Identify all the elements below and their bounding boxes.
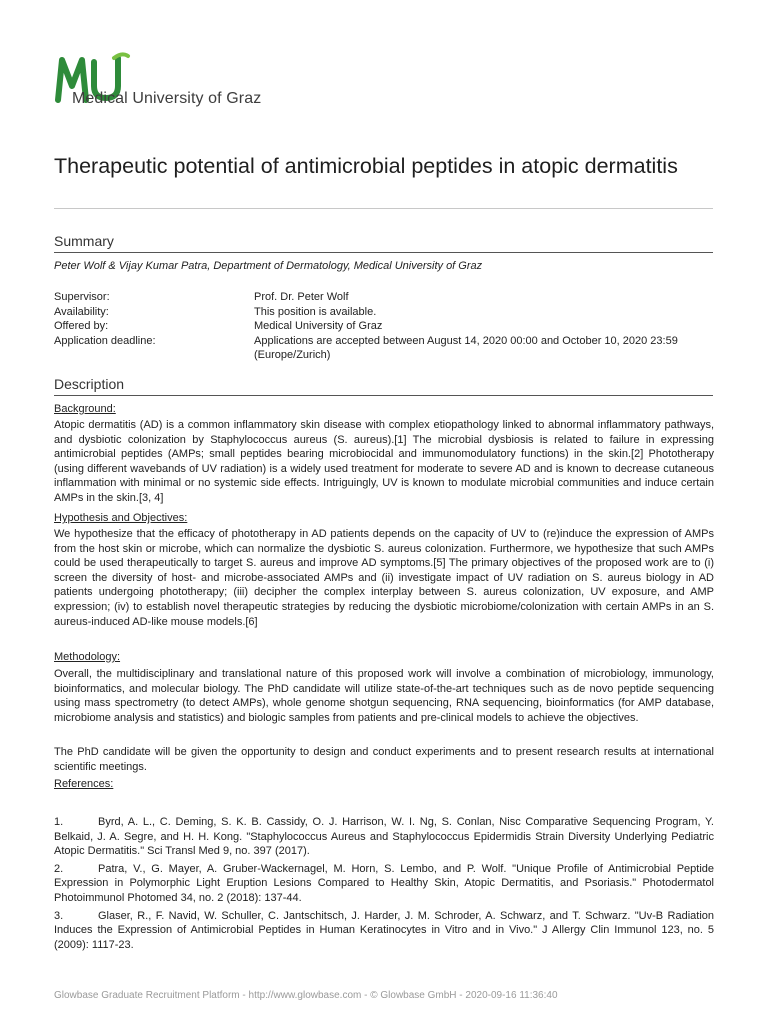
hypothesis-text: We hypothesize that the efficacy of phototherapy in AD patients depends on the capacity of UV to (re)induce the expression of AMPs from the host skin or microbe, which can normalize the dysbiotic S. aureus colonization. Furthermore, we hypothesize that such AMPs could be used therapeutically to target S. aureus and improve AD symptoms.[5] The primary objectives of the proposed work are to (i) screen the diversity of host- and microbe-associated AMPs and (ii) investigate impact of UV radiation on S. aureus biology in AD patients undergoing phototherapy; (iii) decipher the complex interplay between S. aureus colonization, UV exposure, and AMP expression; (iv) to establish novel therapeutic strategies by reducing the dysbiotic microbiome/colonization with certain AMPs in an S. aureus-induced AD-like mouse models.[6] xyxy=(54,528,714,628)
reference-item xyxy=(54,909,714,953)
reference-text: Patra, V., G. Mayer, A. Gruber-Wackernagel, M. Horn, S. Lembo, and P. Wolf. "Unique Profile of Antimicrobial Peptide Expression in Polymorphic Light Eruption Lesions Compared to Healthy Skin, Atopic Dermatitis, and Psoriasis." Photodermatol Photoimmunol Photomed 34, no. 2 (2018): 137-44. xyxy=(54,862,714,904)
background-text: Atopic dermatitis (AD) is a common inflammatory skin disease with complex etiopathology linked to abnormal inflammatory pathways, and dysbiotic colonization by Staphylococcus aureus (S. aureus).[1] The microbial dysbiosis is related to failure in expressing antimicrobial peptides (AMPs; small peptides bearing microbiocidal and immunomodulatory functions) in the skin.[2] Phototherapy (using different wavebands of UV radiation) is a widely used treatment for moderate to severe AD and is known to decrease cutaneous inflammation with minimal or no systemic side effects. Intriguingly, UV is known to modulate microbial communities and induce certain AMPs in the skin.[3, 4] xyxy=(54,419,714,504)
reference-number: 3. xyxy=(54,909,64,922)
reference-number: 1. xyxy=(54,816,64,828)
reference-text: Glaser, R., F. Navid, W. Schuller, C. Jantschitsch, J. Harder, J. M. Schroder, A. Schwarz, and T. Schwarz. "Uv-B Radiation Induces the Expression of Antimicrobial Peptides in Human Keratinocytes in Vitro and in Vivo." J Allergy Clin Immunol 123, no. 5 (2009): 1117-23. xyxy=(54,909,714,951)
references-label: References: xyxy=(54,778,114,790)
page-title: Therapeutic potential of antimicrobial peptides in atopic dermatitis xyxy=(54,154,678,178)
field-row-availability xyxy=(54,305,714,320)
field-value: Medical University of Graz xyxy=(254,320,383,332)
field-key: Application deadline: xyxy=(54,334,156,347)
logo-text: Medical University of Graz xyxy=(72,90,262,107)
methodology-label: Methodology: xyxy=(54,651,121,663)
reference-number: 2. xyxy=(54,862,64,875)
reference-text: Byrd, A. L., C. Deming, S. K. B. Cassidy, O. J. Harrison, W. I. Ng, S. Conlan, Nisc Comparative Sequencing Program, Y. Belkaid, J. A. Segre, and H. H. Kong. "Staphylococcus Aureus and Staphylococcus Epidermidis Strain Diversity Underlying Pediatric Atopic Dermatitis." Sci Transl Med 9, no. 397 (2017). xyxy=(54,816,714,858)
field-row-offered-by xyxy=(54,319,714,334)
references-list xyxy=(54,815,714,955)
summary-fields xyxy=(54,290,714,363)
opportunity-text: The PhD candidate will be given the opportunity to design and conduct experiments and to present research results at international scientific meetings. xyxy=(54,746,714,773)
authors-line: Peter Wolf & Vijay Kumar Patra, Department of Dermatology, Medical University of Graz xyxy=(54,260,483,272)
field-value: Applications are accepted between August 14, 2020 00:00 and October 10, 2020 23:59 (Europe/Zurich) xyxy=(254,334,678,361)
summary-heading: Summary xyxy=(54,233,713,253)
field-value: This position is available. xyxy=(254,305,377,318)
page-footer: Glowbase Graduate Recruitment Platform - http://www.glowbase.com - © Glowbase GmbH - 2020-09-16 11:36:40 xyxy=(54,990,558,1001)
university-logo xyxy=(54,52,294,112)
field-key: Availability: xyxy=(54,305,109,318)
background-label: Background: xyxy=(54,403,116,415)
title-divider xyxy=(54,208,713,209)
field-row-supervisor xyxy=(54,290,714,305)
field-key: Offered by: xyxy=(54,320,109,332)
field-row-deadline xyxy=(54,334,714,363)
reference-item xyxy=(54,815,714,859)
reference-item xyxy=(54,862,714,906)
description-heading: Description xyxy=(54,376,713,396)
hypothesis-label: Hypothesis and Objectives: xyxy=(54,512,188,524)
field-key: Supervisor: xyxy=(54,291,110,303)
methodology-text: Overall, the multidisciplinary and translational nature of this proposed work will involve a combination of microbiology, immunology, bioinformatics, and molecular biology. The PhD candidate will utilize state-of-the-art techniques such as de novo peptide sequencing using mass spectrometry (to detect AMPs), whole genome shotgun sequencing, RNA sequencing, bioinformatics (for AMP database, microbiome analysis and statistics) and biologic samples from patients and pre-clinical models to achieve the objectives. xyxy=(54,668,714,724)
field-value: Prof. Dr. Peter Wolf xyxy=(254,291,349,303)
